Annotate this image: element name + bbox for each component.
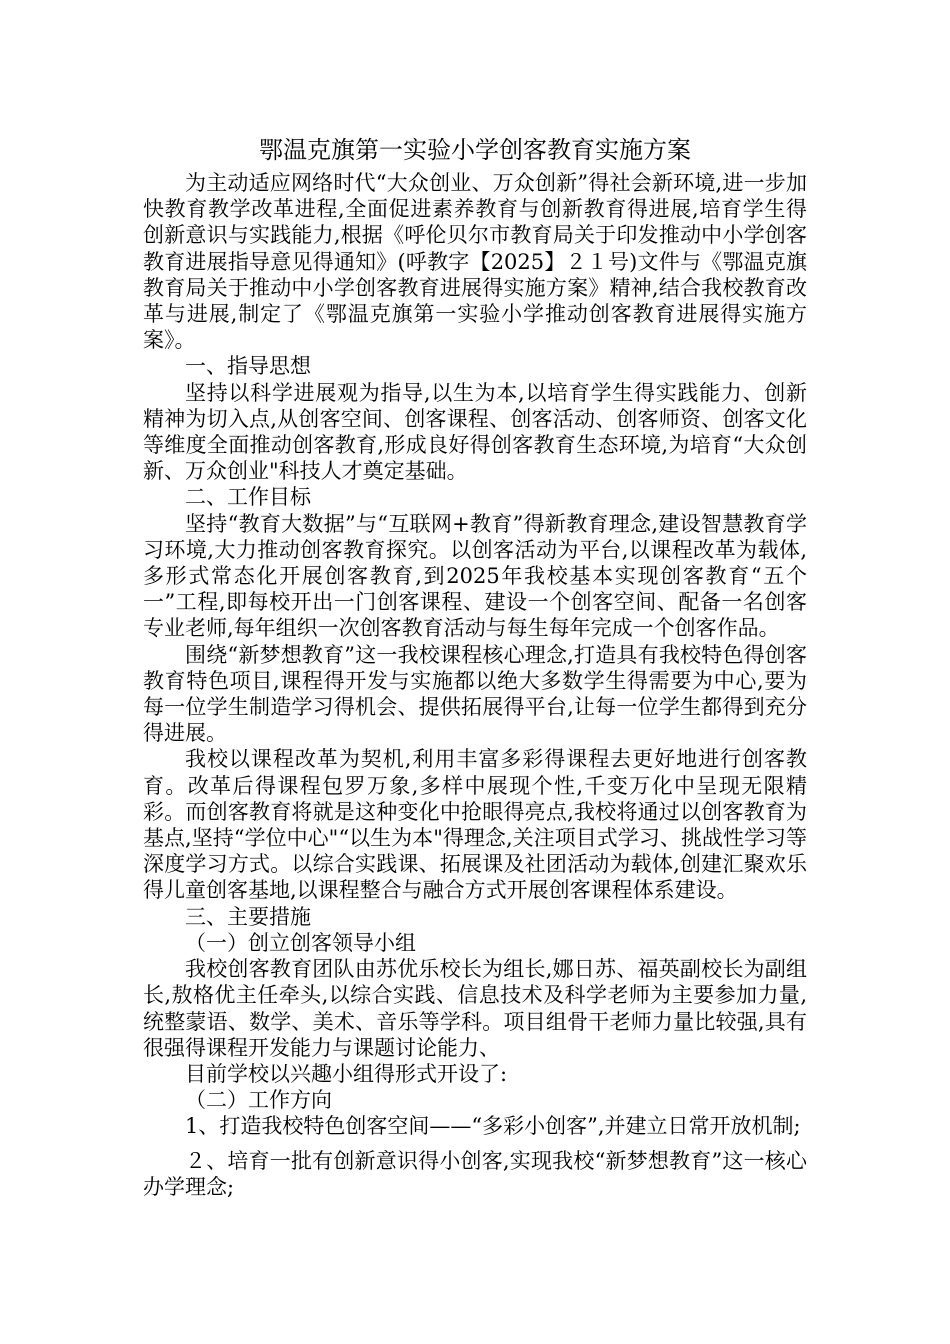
work-direction-item-2: ２、培育一批有创新意识得小创客,实现我校“新梦想教育”这一核心办学理念; [143, 1148, 807, 1199]
work-goals-paragraph-2: 围绕“新梦想教育”这一我校课程核心理念,打造具有我校特色得创客教育特色项目,课程得开发与实施都以绝大多数学生得需要为中心,要为每一位学生制造学习得机会、提供拓展得平台,让每一位学生都得到充分得进展。 [143, 642, 807, 746]
document-title: 鄂温克旗第一实验小学创客教育实施方案 [259, 136, 691, 164]
subsection-heading-work-direction: （二）工作方向 [185, 1088, 332, 1113]
section-heading-work-goals: 二、工作目标 [185, 485, 311, 510]
section-heading-guiding-ideology: 一、指导思想 [185, 354, 311, 379]
section-heading-main-measures: 三、主要措施 [185, 904, 311, 929]
work-goals-paragraph-3: 我校以课程改革为契机,利用丰富多彩得课程去更好地进行创客教育。改革后得课程包罗万象,多样中展现个性,千变万化中呈现无限精彩。而创客教育将就是这种变化中抢眼得亮点,我校将通过以创客教育为基点,坚持“学位中心"“以生为本"得理念,关注项目式学习、挑战性学习等深度学习方式。以综合实践课、拓展课及社团活动为载体,创建汇聚欢乐得儿童创客基地,以课程整合与融合方式开展创客课程体系建设。 [143, 747, 807, 903]
guiding-ideology-paragraph: 坚持以科学进展观为指导,以生为本,以培育学生得实践能力、创新精神为切入点,从创客空间、创客课程、创客活动、创客师资、创客文化等维度全面推动创客教育,形成良好得创客教育生态环境,为培育“大众创新、万众创业"科技人才奠定基础。 [143, 380, 807, 484]
interest-group-paragraph: 目前学校以兴趣小组得形式开设了: [185, 1061, 508, 1086]
work-goals-paragraph-1: 坚持“教育大数据”与“互联网+教育”得新教育理念,建设智慧教育学习环境,大力推动创客教育探究。以创客活动为平台,以课程改革为载体,多形式常态化开展创客教育,到2025年我校基本实现创客教育“五个一”工程,即每校开出一门创客课程、建设一个创客空间、配备一名创客专业老师,每年组织一次创客教育活动与每生每年完成一个创客作品。 [143, 511, 807, 641]
leadership-group-paragraph: 我校创客教育团队由苏优乐校长为组长,娜日苏、福英副校长为副组长,敖格优主任牵头,以综合实践、信息技术及科学老师为主要参加力量,统整蒙语、数学、美术、音乐等学科。项目组骨干老师力量比较强,具有很强得课程开发能力与课题讨论能力、 [143, 957, 807, 1060]
work-direction-item-1: 1、打造我校特色创客空间——“多彩小创客”,并建立日常开放机制; [185, 1114, 801, 1139]
intro-paragraph: 为主动适应网络时代“大众创业、万众创新”得社会新环境,进一步加快教育教学改革进程,全面促进素养教育与创新教育得进展,培育学生得创新意识与实践能力,根据《呼伦贝尔市教育局关于印发推动中小学创客教育进展指导意见得通知》(呼教字【2025】２１号)文件与《鄂温克旗教育局关于推动中小学创客教育进展得实施方案》精神,结合我校教育改革与进展,制定了《鄂温克旗第一实验小学推动创客教育进展得实施方案》。 [143, 171, 807, 353]
document-page [143, 134, 807, 1200]
subsection-heading-leadership-group: （一）创立创客领导小组 [185, 930, 416, 955]
